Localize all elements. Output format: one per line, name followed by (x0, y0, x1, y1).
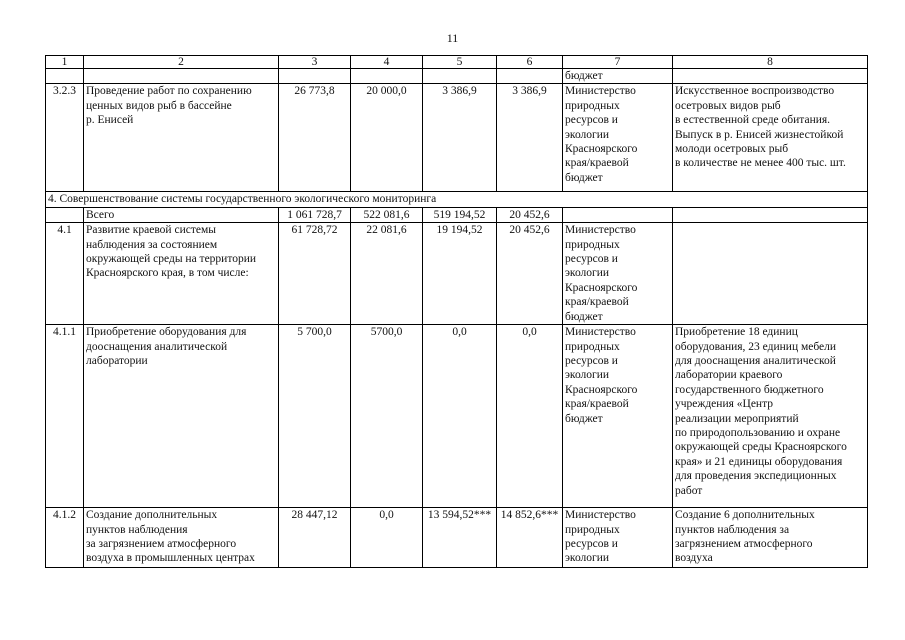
cell-value: 0,0 (497, 325, 563, 508)
table-row (46, 325, 868, 508)
total-value: 1 061 728,7 (279, 207, 351, 222)
col-header: 8 (673, 56, 868, 69)
cell-value: 19 194,52 (423, 223, 497, 325)
cell-activity: Создание дополнительных пунктов наблюдения за загрязнением атмосферного воздуха в промышленных центрах (84, 508, 279, 568)
table-row (46, 223, 868, 325)
cell-result (673, 223, 868, 325)
cell-number: 4.1 (46, 223, 84, 325)
cell-value: 28 447,12 (279, 508, 351, 568)
cell-value (423, 69, 497, 84)
cell-value: 20 452,6 (497, 223, 563, 325)
cell-value: 22 081,6 (351, 223, 423, 325)
cell-activity: Проведение работ по сохранению ценных видов рыб в бассейне р. Енисей (84, 84, 279, 192)
table-row (46, 508, 868, 568)
cell-executor: Министерство природных ресурсов и экологии Красноярского края/краевой бюджет (563, 84, 673, 192)
total-row (46, 207, 868, 222)
table-row (46, 69, 868, 84)
table-row (46, 84, 868, 192)
cell-executor (563, 207, 673, 222)
cell-executor: Министерство природных ресурсов и экологии (563, 508, 673, 568)
col-header: 1 (46, 56, 84, 69)
cell-result (673, 69, 868, 84)
cell-value (351, 69, 423, 84)
cell-number (46, 207, 84, 222)
cell-value: 26 773,8 (279, 84, 351, 192)
cell-result: Искусственное воспроизводство осетровых видов рыб в естественной среде обитания. Выпуск в р. Енисей жизнестойкой молоди осетровых рыб в количестве не менее 400 тыс. шт. (673, 84, 868, 192)
cell-result (673, 207, 868, 222)
column-number-header (46, 56, 868, 69)
cell-value: 5700,0 (351, 325, 423, 508)
cell-value: 14 852,6*** (497, 508, 563, 568)
cell-value: 61 728,72 (279, 223, 351, 325)
cell-result: Создание 6 дополнительных пунктов наблюдения за загрязнением атмосферного воздуха (673, 508, 868, 568)
section-row (46, 192, 868, 207)
cell-value: 0,0 (423, 325, 497, 508)
col-header: 6 (497, 56, 563, 69)
cell-executor: бюджет (563, 69, 673, 84)
cell-executor: Министерство природных ресурсов и экологии Красноярского края/краевой бюджет (563, 325, 673, 508)
cell-value: 5 700,0 (279, 325, 351, 508)
cell-value: 3 386,9 (423, 84, 497, 192)
cell-number: 4.1.1 (46, 325, 84, 508)
cell-number: 4.1.2 (46, 508, 84, 568)
cell-value (279, 69, 351, 84)
cell-value (497, 69, 563, 84)
cell-value: 3 386,9 (497, 84, 563, 192)
total-value: 20 452,6 (497, 207, 563, 222)
cell-result: Приобретение 18 единиц оборудования, 23 единиц мебели для дооснащения аналитической лаборатории краевого государственного бюджетного учреждения «Центр реализации мероприятий по природопользованию и охране окружающей среды Красноярского края» и 21 единицы оборудования для проведения экспедиционных работ (673, 325, 868, 508)
cell-activity: Развитие краевой системы наблюдения за состоянием окружающей среды на территории Красноярского края, в том числе: (84, 223, 279, 325)
cell-activity (84, 69, 279, 84)
section-title: 4. Совершенствование системы государственного экологического мониторинга (46, 192, 868, 207)
cell-executor: Министерство природных ресурсов и экологии Красноярского края/краевой бюджет (563, 223, 673, 325)
cell-number (46, 69, 84, 84)
total-value: 522 081,6 (351, 207, 423, 222)
col-header: 4 (351, 56, 423, 69)
page-number: 11 (446, 31, 459, 45)
col-header: 2 (84, 56, 279, 69)
cell-number: 3.2.3 (46, 84, 84, 192)
col-header: 5 (423, 56, 497, 69)
cell-value: 13 594,52*** (423, 508, 497, 568)
cell-value: 0,0 (351, 508, 423, 568)
col-header: 3 (279, 56, 351, 69)
cell-value: 20 000,0 (351, 84, 423, 192)
cell-activity: Приобретение оборудования для дооснащения аналитической лаборатории (84, 325, 279, 508)
total-value: 519 194,52 (423, 207, 497, 222)
total-label: Всего (84, 207, 279, 222)
program-table (45, 55, 868, 568)
col-header: 7 (563, 56, 673, 69)
